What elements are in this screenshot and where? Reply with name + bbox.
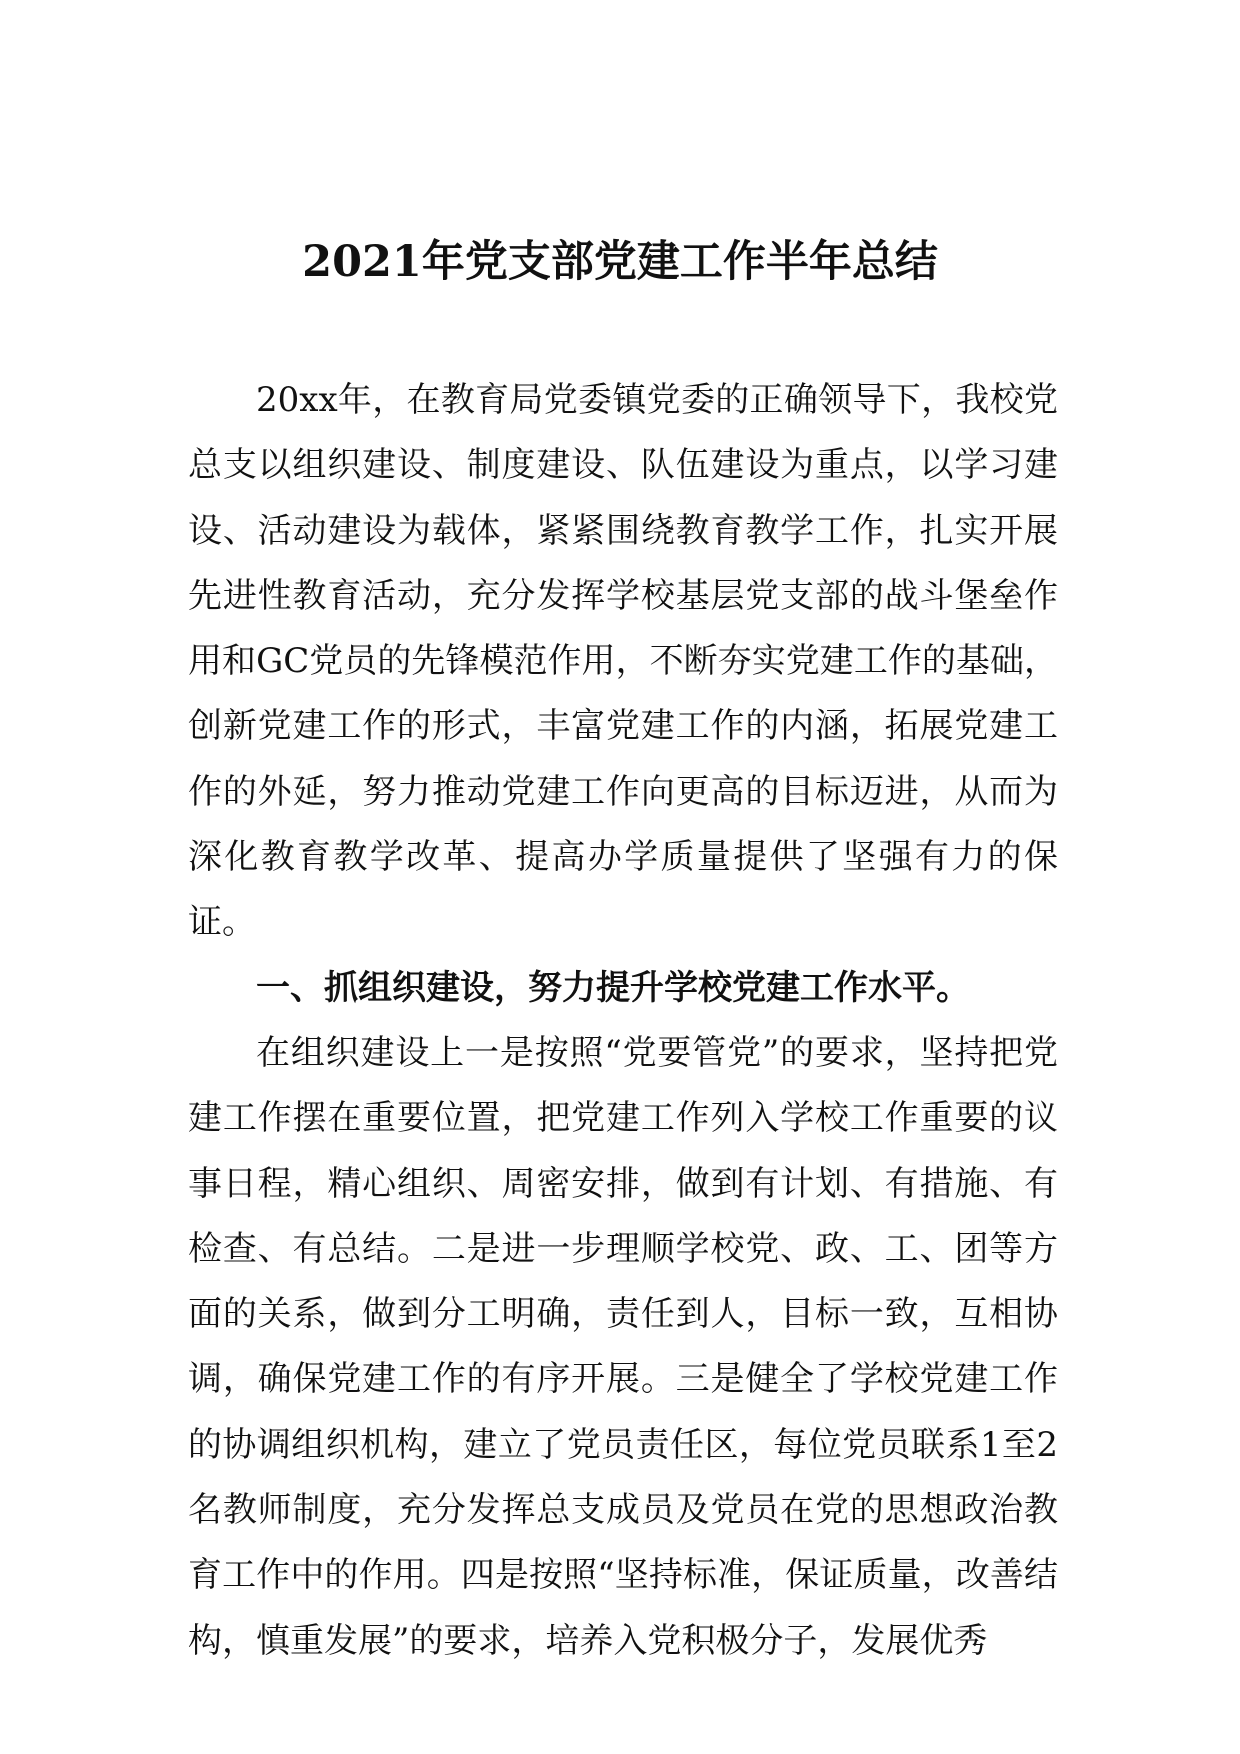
intro-paragraph: 20xx年，在教育局党委镇党委的正确领导下，我校党总支以组织建设、制度建设、队伍建设为重点，以学习建设、活动建设为载体，紧紧围绕教育教学工作，扎实开展先进性教育活动，充分发挥学校基层党支部的战斗堡垒作用和GC党员的先锋模范作用，不断夯实党建工作的基础，创新党建工作的形式，丰富党建工作的内涵，拓展党建工作的外延，努力推动党建工作向更高的目标迈进，从而为深化教育教学改革、提高办学质量提供了坚强有力的保证。	[188, 380, 1058, 943]
document-body	[188, 368, 1058, 1674]
section-1-paragraph: 在组织建设上一是按照“党要管党”的要求，坚持把党建工作摆在重要位置，把党建工作列入学校工作重要的议事日程，精心组织、周密安排，做到有计划、有措施、有检查、有总结。二是进一步理顺学校党、政、工、团等方面的关系，做到分工明确，责任到人，目标一致，互相协调，确保党建工作的有序开展。三是健全了学校党建工作的协调组织机构，建立了党员责任区，每位党员联系1至2名教师制度，充分发挥总支成员及党员在党的思想政治教育工作中的作用。四是按照“坚持标准，保证质量，改善结构，慎重发展”的要求，培养入党积极分子，发展优秀	[188, 1032, 1058, 1661]
document-title: 2021年党支部党建工作半年总结	[302, 237, 938, 287]
section-heading-1: 一、抓组织建设，努力提升学校党建工作水平。	[256, 967, 970, 1008]
